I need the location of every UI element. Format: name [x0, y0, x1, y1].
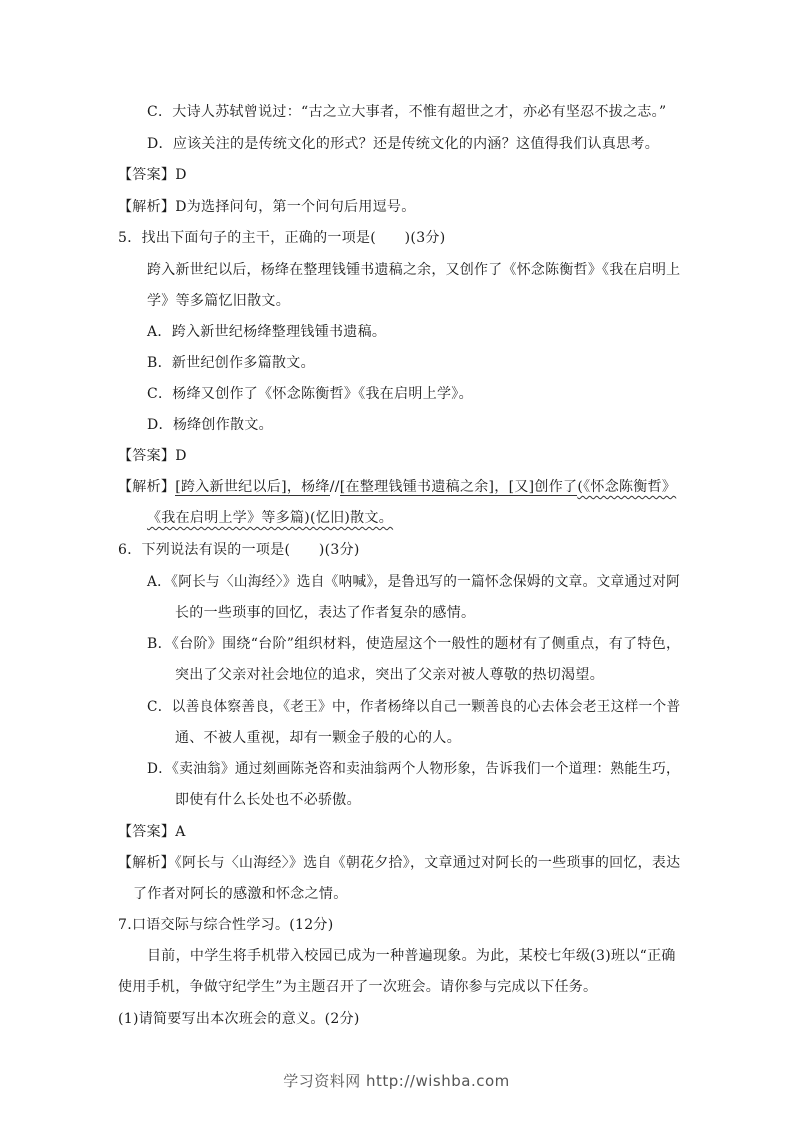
q5-analysis-label: 【解析】 [118, 479, 176, 495]
q5-sentence-line-2: 学》等多篇忆旧散文。 [147, 293, 290, 309]
q6-option-d-line-2: 即使有什么长处也不必骄傲。 [175, 792, 361, 808]
page-footer-watermark: 学习资料网 http://wishba.com [283, 1072, 510, 1090]
q5-answer: 【答案】D [118, 448, 187, 464]
q7-intro-line-1: 目前，中学生将手机带入校园已成为一种普遍现象。为此，某校七年级(3)班以“正确 [147, 948, 676, 964]
q6-analysis-line-2: 了作者对阿长的感激和怀念之情。 [133, 886, 348, 902]
q6-option-d-line-1: D．《卖油翁》通过刻画陈尧咨和卖油翁两个人物形象，告诉我们一个道理：熟能生巧， [147, 761, 680, 777]
q7-stem: 7.口语交际与综合性学习。(12分) [118, 917, 334, 933]
q5-analysis-attributive-2: 《我在启明上学》等多篇)(忆旧)散文。 [147, 510, 394, 526]
q7-intro-line-2: 使用手机，争做守纪学生”为主题召开了一次班会。请你参与完成以下任务。 [118, 979, 598, 995]
q5-analysis-line-1 [118, 477, 676, 497]
q6-stem: 6．下列说法有误的一项是( )(3分) [118, 542, 360, 558]
q6-option-c-line-1: C．以善良体察善良，《老王》中，作者杨绛以自己一颗善良的心去体会老王这样一个普 [147, 699, 681, 715]
q5-analysis-predicate: [在整理钱锺书遗稿之余]，[又]创作了 [339, 479, 578, 495]
q5-option-b: B．新世纪创作多篇散文。 [147, 355, 315, 371]
q5-analysis-attributive-1: (《怀念陈衡哲》 [577, 479, 677, 495]
q4-option-c: C．大诗人苏轼曾说过：“古之立大事者，不惟有超世之才，亦必有坚忍不拔之志。” [147, 104, 667, 120]
q4-answer: 【答案】D [118, 167, 187, 183]
q5-sentence-line-1: 跨入新世纪以后，杨绛在整理钱锺书遗稿之余，又创作了《怀念陈衡哲》《我在启明上 [147, 262, 681, 278]
q4-option-d: D．应该关注的是传统文化的形式？还是传统文化的内涵？这值得我们认真思考。 [147, 136, 660, 152]
q5-option-d: D．杨绛创作散文。 [147, 417, 273, 433]
q5-analysis-line-2 [147, 508, 393, 528]
q7-task-1: (1)请简要写出本次班会的意义。(2分) [118, 1011, 360, 1027]
q6-option-b-line-2: 突出了父亲对社会地位的追求，突出了父亲对被人尊敬的热切渴望。 [175, 667, 604, 683]
q6-option-a-line-1: A．《阿长与〈山海经〉》选自《呐喊》，是鲁迅写的一篇怀念保姆的文章。文章通过对阿 [147, 574, 681, 590]
q5-analysis-adverbial-1: [跨入新世纪以后]，杨绛 [175, 479, 330, 495]
q6-analysis-line-1: 【解析】《阿长与〈山海经〉》选自《朝花夕拾》，文章通过对阿长的一些琐事的回忆，表达 [118, 855, 681, 871]
q5-analysis-divider: // [329, 479, 340, 495]
q5-stem: 5．找出下面句子的主干，正确的一项是( )(3分) [118, 230, 446, 246]
q6-option-b-line-1: B．《台阶》围绕“台阶”组织材料，使造屋这个一般性的题材有了侧重点，有了特色， [147, 636, 681, 652]
q4-analysis: 【解析】D为选择问句，第一个问句后用逗号。 [118, 199, 416, 215]
q6-answer: 【答案】A [118, 824, 186, 840]
q5-option-c: C．杨绛又创作了《怀念陈衡哲》《我在启明上学》。 [147, 386, 473, 402]
q6-option-c-line-2: 通、不被人重视，却有一颗金子般的心的人。 [175, 730, 461, 746]
q5-option-a: A．跨入新世纪杨绛整理钱锺书遗稿。 [147, 324, 387, 340]
q6-option-a-line-2: 长的一些琐事的回忆，表达了作者复杂的感情。 [175, 605, 476, 621]
